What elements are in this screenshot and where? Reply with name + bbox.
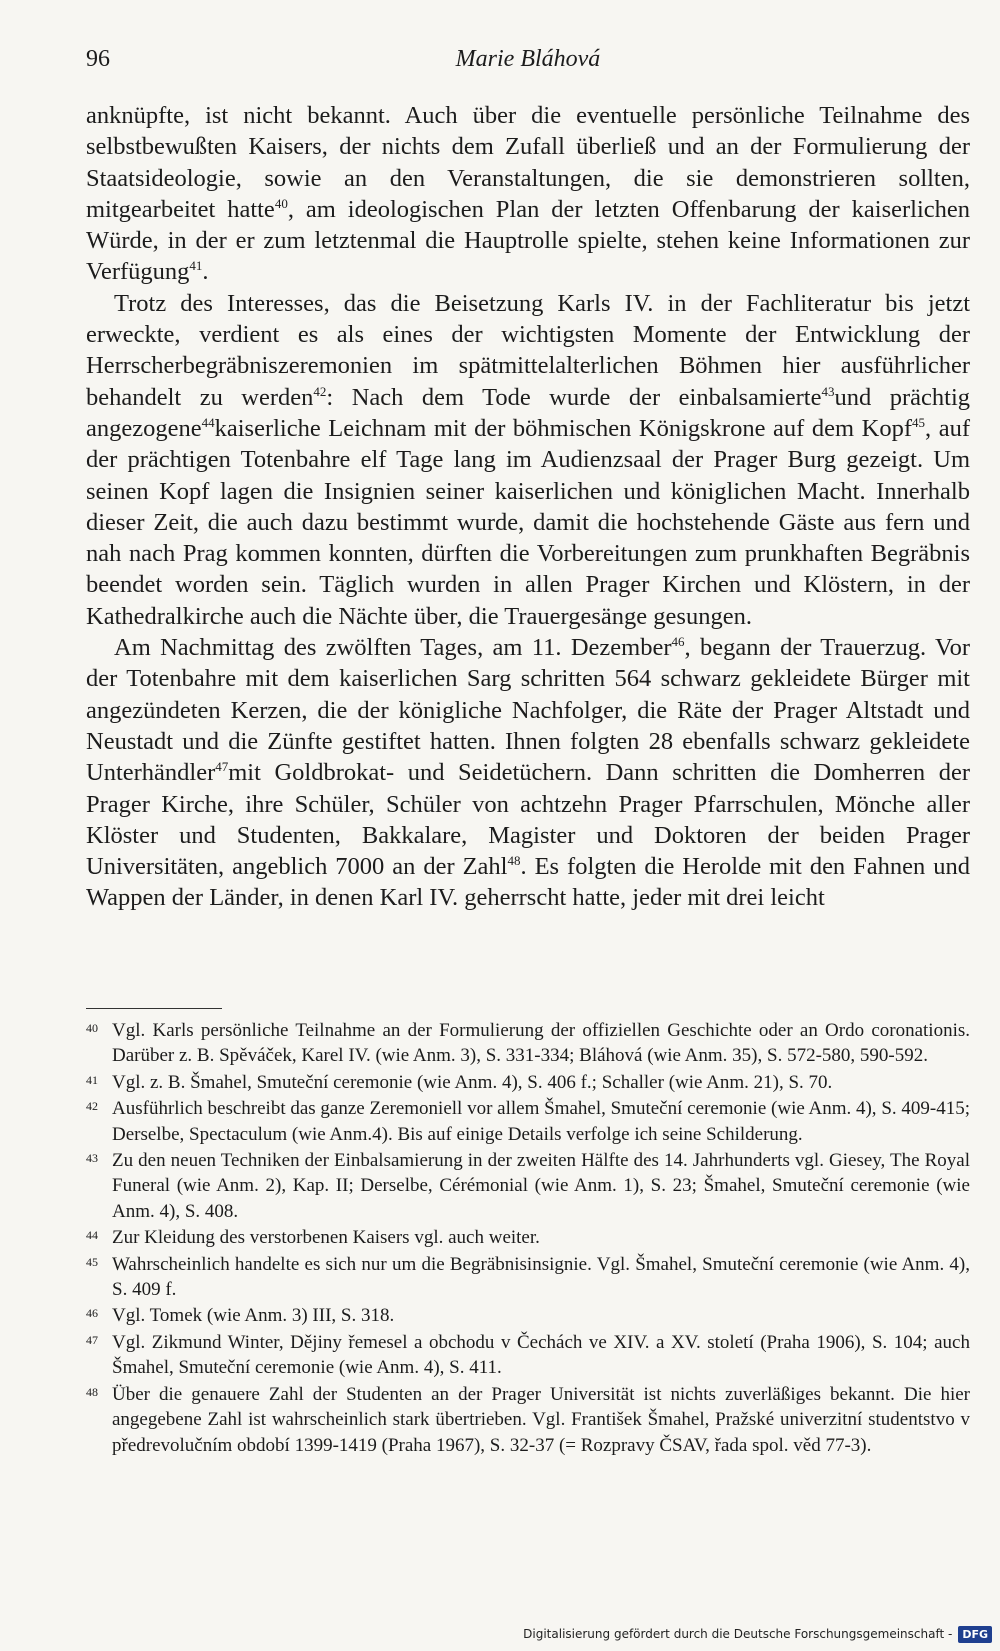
footnote-text: Zur Kleidung des verstorbenen Kaisers vgl. auch weiter. (112, 1227, 540, 1249)
body-paragraph (86, 288, 970, 632)
body-text-run: , auf der prächtigen Totenbahre elf Tage lang im Audienzsaal der Prager Burg gezeigt. Um seinen Kopf lagen die Insignien seiner kaiserlichen und königlichen Macht. Innerhalb dieser Zeit, die auch dazu bestimmt wurde, damit die hochstehende Gäste aus fern und nah nach Prag kommen konnten, dürften die Vorbereitungen zum prunkhaften Begräbnis beendet worden sein. Täglich wurden in allen Prager Kirchen und Klöstern, in der Kathedralkirche auch die Nächte über, die Trauergesänge gesungen. (86, 414, 970, 630)
footnote-text: Vgl. Karls persönliche Teilnahme an der Formulierung der offiziellen Geschichte oder an Ordo coronationis. Darüber z. B. Spěváček, Karel IV. (wie Anm. 3), S. 331-334; Bláhová (wie Anm. 35), S. 572-580, 590-592. (112, 1020, 970, 1067)
body-text-run: . Es folgten die Herolde mit den Fahnen und Wappen der Länder, in denen Karl IV. geherrscht hatte, jeder mit drei leicht (86, 853, 970, 912)
footnote-reference[interactable]: 41 (189, 258, 203, 274)
body-text-run: mit Goldbrokat- und Seidetüchern. Dann schritten die Domherren der Prager Kirche, ihre Schüler, Schüler von achtzehn Prager Pfarrschulen, Mönche aller Klöster und Studenten, Bakkalare, Magister und Doktoren der beiden Prager Universitäten, angeblich 7000 an der Zahl (86, 759, 970, 881)
digitization-credit (523, 1623, 992, 1645)
footnote-number: 40 (86, 1021, 98, 1035)
body-paragraph (86, 632, 970, 914)
body-text-run: kaiserliche Leichnam mit der böhmischen Königskrone auf dem Kopf (214, 414, 913, 442)
footnote-number: 46 (86, 1306, 98, 1321)
body-text-run: , begann der Trauerzug. Vor der Totenbahre mit dem kaiserlichen Sarg schritten 564 schwarz gekleidete Bürger mit angezündeten Kerzen, die der königliche Nachfolger, die Räte der Prager Altstadt und Neustadt und die Zünfte gestiftet hatten. Ihnen folgten 28 ebenfalls schwarz gekleidete Unterhändler (86, 634, 970, 787)
footnote-text: Über die genauere Zahl der Studenten an der Prager Universität ist nichts zuverläßiges bekannt. Die hier angegebene Zahl ist wahrscheinlich stark übertrieben. Vgl. František Šmahel, Pražské univerzitní studentstvo v předrevolučním období 1399-1419 (Praha 1967), S. 32-37 (= Rozpravy ČSAV, řada spol. věd 77-3). (112, 1383, 970, 1456)
footnote-reference[interactable]: 46 (671, 633, 685, 649)
page-number: 96 (86, 46, 110, 72)
dfg-logo: DFG (958, 1626, 992, 1643)
footnote-number: 45 (86, 1254, 98, 1269)
running-head-author: Marie Bláhová (455, 46, 601, 72)
footnote-text: Vgl. Tomek (wie Anm. 3) III, S. 318. (112, 1305, 395, 1327)
footnote (86, 1018, 970, 1069)
footnote (86, 1225, 970, 1250)
footnote-reference[interactable]: 40 (274, 195, 288, 211)
footnote-number: 41 (86, 1072, 98, 1087)
credit-text: Digitalisierung gefördert durch die Deutsche Forschungsgemeinschaft - (523, 1627, 953, 1641)
footnote (86, 1070, 970, 1095)
body-text-run: , am ideologischen Plan der letzten Offenbarung der kaiserlichen Würde, in der er zum letztenmal die Hauptrolle spielte, stehen keine Informationen zur Verfügung (86, 195, 971, 286)
footnote-reference[interactable]: 45 (912, 414, 926, 430)
footnote-number: 48 (86, 1384, 98, 1399)
footnote-text: Wahrscheinlich handelte es sich nur um die Begräbnisinsignie. Vgl. Šmahel, Smuteční ceremonie (wie Anm. 4), S. 409 f. (112, 1253, 970, 1301)
footnote-reference[interactable]: 43 (821, 383, 835, 399)
footnote (86, 1252, 970, 1303)
footnote (86, 1303, 970, 1328)
body-text-run: : Nach dem Tode wurde der einbalsamierte (326, 383, 822, 411)
footnote-text: Zu den neuen Techniken der Einbalsamierung in der zweiten Hälfte des 14. Jahrhunderts vgl. Giesey, The Royal Funeral (wie Anm. 2), Kap. II; Derselbe, Cérémonial (wie Anm. 1), S. 23; Šmahel, Smuteční ceremonie (wie Anm. 4), S. 408. (112, 1150, 970, 1222)
footnote-separator (86, 1008, 222, 1009)
footnote-number: 42 (86, 1099, 98, 1114)
footnote-reference[interactable]: 44 (201, 414, 215, 430)
body-text-run: Am Nachmittag des zwölften Tages, am 11. Dezember (114, 634, 672, 662)
footnote (86, 1382, 970, 1458)
footnote (86, 1096, 970, 1147)
footnote-text: Vgl. Zikmund Winter, Dějiny řemesel a obchodu v Čechách ve XIV. a XV. století (Praha 1906), S. 104; auch Šmahel, Smuteční ceremonie (wie Anm. 4), S. 411. (112, 1331, 970, 1379)
footnote (86, 1330, 970, 1381)
body-text-run: Trotz des Interesses, das die Beisetzung Karls IV. in der Fachliteratur bis jetzt erweckte, verdient es als eines der wichtigsten Momente der Entwicklung der Herrscherbegräbniszeremonien im spätmittelalterlichen Böhmen hier ausführlicher behandelt zu werden (86, 289, 970, 411)
body-text-run: und prächtig angezogene (86, 383, 970, 442)
footnote-number: 44 (86, 1228, 98, 1243)
footnote-number: 47 (86, 1332, 98, 1347)
footnote-reference[interactable]: 48 (507, 852, 521, 868)
footnote-text: Vgl. z. B. Šmahel, Smuteční ceremonie (wie Anm. 4), S. 406 f.; Schaller (wie Anm. 21), S. 70. (112, 1071, 833, 1093)
body-text-run: anknüpfte, ist nicht bekannt. Auch über die eventuelle persönliche Teilnahme des selbstbewußten Kaisers, der nichts dem Zufall überließ und an der Formulierung der Staatsideologie, sowie an den Veranstaltungen, die sie demonstrieren sollten, mitgearbeitet hatte (86, 102, 970, 223)
footnote-number: 43 (86, 1151, 98, 1166)
page-header (86, 40, 970, 80)
footnotes (86, 1018, 970, 1459)
body-paragraph (86, 100, 970, 288)
footnote-reference[interactable]: 47 (215, 759, 229, 775)
body-text-run: . (202, 258, 209, 286)
main-text (86, 100, 970, 914)
footnote-reference[interactable]: 42 (313, 383, 327, 399)
footnote-text: Ausführlich beschreibt das ganze Zeremoniell vor allem Šmahel, Smuteční ceremonie (wie Anm. 4), S. 409-415; Derselbe, Spectaculum (wie Anm.4). Bis auf einige Details verfolge ich seine Schilderung. (112, 1098, 970, 1145)
footnote (86, 1148, 970, 1224)
